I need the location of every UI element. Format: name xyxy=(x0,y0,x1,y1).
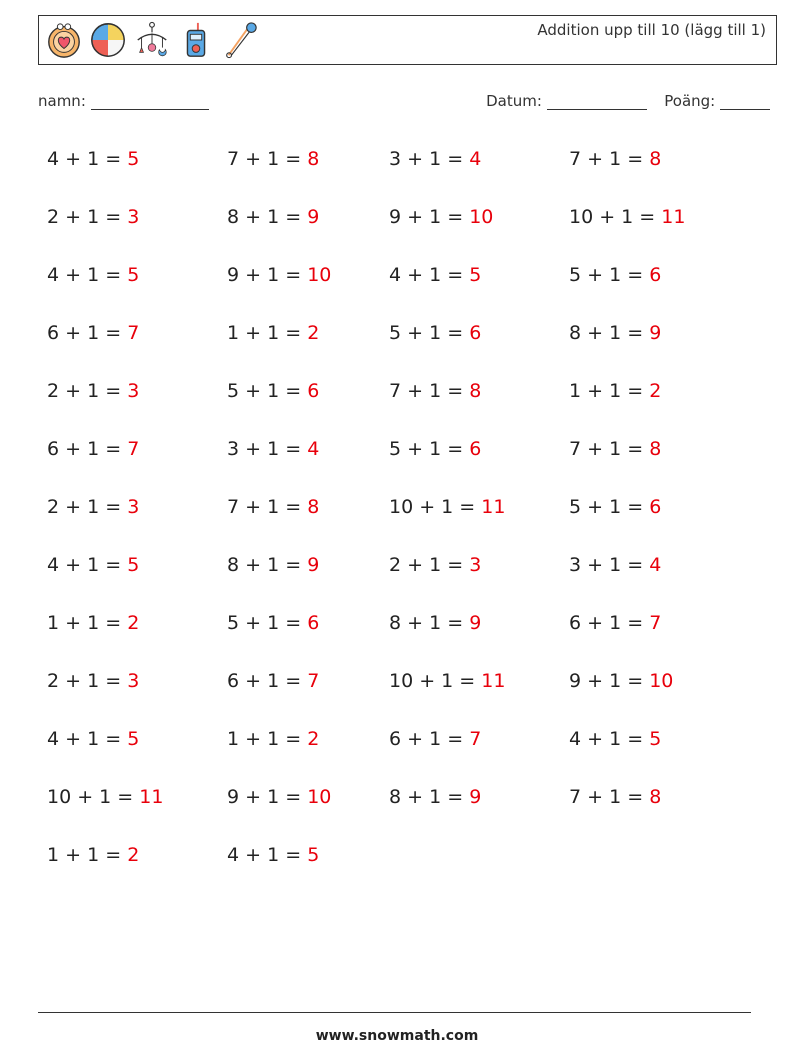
problem-answer: 6 xyxy=(469,438,482,460)
problem-item xyxy=(389,728,481,750)
footer-site: www.snowmath.com xyxy=(315,1028,479,1044)
problem-answer: 6 xyxy=(649,496,662,518)
problem-answer: 4 xyxy=(469,148,482,170)
problem-answer: 3 xyxy=(127,380,140,402)
problem-answer: 8 xyxy=(307,148,320,170)
problem-answer: 8 xyxy=(307,496,320,518)
problem-answer: 8 xyxy=(649,148,662,170)
problem-answer: 7 xyxy=(307,670,320,692)
problem-answer: 5 xyxy=(469,264,482,286)
problem-question: 3 + 1 = xyxy=(569,554,650,576)
problem-question: 7 + 1 = xyxy=(227,496,308,518)
name-label: namn: xyxy=(38,92,86,110)
problem-item xyxy=(47,264,139,286)
problem-answer: 8 xyxy=(469,380,482,402)
problem-question: 1 + 1 = xyxy=(47,612,128,634)
problem-answer: 2 xyxy=(307,322,320,344)
problem-item xyxy=(47,670,139,692)
problem-item xyxy=(389,206,493,228)
problem-answer: 7 xyxy=(469,728,482,750)
problem-item xyxy=(47,612,139,634)
problem-item xyxy=(569,322,661,344)
problem-question: 7 + 1 = xyxy=(569,786,650,808)
problem-question: 10 + 1 = xyxy=(389,670,482,692)
problem-answer: 10 xyxy=(307,786,332,808)
problem-item xyxy=(47,554,139,576)
problem-question: 1 + 1 = xyxy=(227,728,308,750)
problem-answer: 9 xyxy=(307,554,320,576)
problem-item xyxy=(227,612,319,634)
problem-question: 4 + 1 = xyxy=(227,844,308,866)
problem-question: 2 + 1 = xyxy=(47,670,128,692)
problem-item xyxy=(47,438,139,460)
problem-item xyxy=(227,206,319,228)
problem-item xyxy=(569,728,661,750)
problem-item xyxy=(389,322,481,344)
problem-answer: 9 xyxy=(469,786,482,808)
problem-question: 3 + 1 = xyxy=(389,148,470,170)
problem-answer: 10 xyxy=(469,206,494,228)
problem-item xyxy=(227,786,331,808)
problem-question: 8 + 1 = xyxy=(389,786,470,808)
problem-item xyxy=(47,380,139,402)
problem-item xyxy=(47,206,139,228)
problem-answer: 11 xyxy=(481,496,506,518)
problem-question: 4 + 1 = xyxy=(47,148,128,170)
problem-question: 6 + 1 = xyxy=(569,612,650,634)
problem-question: 4 + 1 = xyxy=(47,264,128,286)
problem-item xyxy=(569,554,661,576)
score-label: Poäng: xyxy=(664,92,716,110)
problem-answer: 5 xyxy=(127,264,140,286)
problem-item xyxy=(569,670,673,692)
problem-question: 7 + 1 = xyxy=(227,148,308,170)
problem-answer: 5 xyxy=(649,728,662,750)
problem-answer: 2 xyxy=(649,380,662,402)
problem-item xyxy=(389,786,481,808)
problem-answer: 3 xyxy=(127,670,140,692)
problem-question: 5 + 1 = xyxy=(389,438,470,460)
problem-question: 10 + 1 = xyxy=(389,496,482,518)
problem-answer: 9 xyxy=(649,322,662,344)
problem-answer: 6 xyxy=(469,322,482,344)
problem-answer: 4 xyxy=(649,554,662,576)
problem-question: 7 + 1 = xyxy=(569,438,650,460)
problem-answer: 10 xyxy=(307,264,332,286)
problem-item xyxy=(227,264,331,286)
footer-divider xyxy=(38,1012,751,1013)
problem-item xyxy=(227,844,319,866)
problem-question: 6 + 1 = xyxy=(389,728,470,750)
problem-question: 7 + 1 = xyxy=(569,148,650,170)
problem-question: 4 + 1 = xyxy=(47,728,128,750)
problem-answer: 10 xyxy=(649,670,674,692)
problem-question: 9 + 1 = xyxy=(389,206,470,228)
problem-item xyxy=(569,496,661,518)
problem-item xyxy=(227,670,319,692)
problem-item xyxy=(389,496,505,518)
problem-item xyxy=(227,438,319,460)
problem-item xyxy=(227,728,319,750)
problem-item xyxy=(47,786,163,808)
problem-question: 3 + 1 = xyxy=(227,438,308,460)
problem-answer: 6 xyxy=(649,264,662,286)
problem-item xyxy=(569,206,685,228)
problem-answer: 5 xyxy=(127,728,140,750)
problem-answer: 5 xyxy=(127,554,140,576)
problem-answer: 9 xyxy=(307,206,320,228)
problem-answer: 3 xyxy=(127,496,140,518)
problem-question: 8 + 1 = xyxy=(227,206,308,228)
problem-item xyxy=(227,380,319,402)
problem-answer: 3 xyxy=(127,206,140,228)
problem-item xyxy=(389,380,481,402)
problem-question: 6 + 1 = xyxy=(47,438,128,460)
problem-item xyxy=(389,264,481,286)
problem-question: 2 + 1 = xyxy=(47,380,128,402)
problem-answer: 8 xyxy=(649,786,662,808)
problem-item xyxy=(227,554,319,576)
problem-question: 8 + 1 = xyxy=(569,322,650,344)
problem-answer: 5 xyxy=(127,148,140,170)
problem-answer: 11 xyxy=(139,786,164,808)
problem-item xyxy=(569,612,661,634)
problem-question: 2 + 1 = xyxy=(47,206,128,228)
problem-item xyxy=(227,496,319,518)
problem-item xyxy=(47,496,139,518)
problem-item xyxy=(389,612,481,634)
problem-question: 9 + 1 = xyxy=(227,786,308,808)
problem-answer: 2 xyxy=(127,844,140,866)
problem-question: 10 + 1 = xyxy=(47,786,140,808)
problem-answer: 3 xyxy=(469,554,482,576)
problem-answer: 7 xyxy=(127,438,140,460)
problem-answer: 4 xyxy=(307,438,320,460)
problem-answer: 2 xyxy=(127,612,140,634)
problem-question: 5 + 1 = xyxy=(227,380,308,402)
problem-question: 2 + 1 = xyxy=(389,554,470,576)
problem-item xyxy=(569,438,661,460)
problem-question: 1 + 1 = xyxy=(227,322,308,344)
problem-question: 4 + 1 = xyxy=(389,264,470,286)
problem-question: 5 + 1 = xyxy=(569,496,650,518)
problem-answer: 6 xyxy=(307,612,320,634)
problem-answer: 8 xyxy=(649,438,662,460)
worksheet-title: Addition upp till 10 (lägg till 1) xyxy=(537,21,766,39)
problem-item xyxy=(389,148,481,170)
problem-answer: 7 xyxy=(127,322,140,344)
problem-question: 2 + 1 = xyxy=(47,496,128,518)
problem-question: 4 + 1 = xyxy=(47,554,128,576)
problem-item xyxy=(47,322,139,344)
problem-item xyxy=(227,322,319,344)
problem-item xyxy=(389,670,505,692)
problem-item xyxy=(47,148,139,170)
problem-question: 5 + 1 = xyxy=(569,264,650,286)
problem-question: 10 + 1 = xyxy=(569,206,662,228)
problem-question: 5 + 1 = xyxy=(389,322,470,344)
problem-question: 5 + 1 = xyxy=(227,612,308,634)
problem-question: 7 + 1 = xyxy=(389,380,470,402)
problem-item xyxy=(47,728,139,750)
problem-question: 8 + 1 = xyxy=(227,554,308,576)
problem-question: 6 + 1 = xyxy=(227,670,308,692)
problem-item xyxy=(47,844,139,866)
problem-question: 8 + 1 = xyxy=(389,612,470,634)
problem-answer: 11 xyxy=(481,670,506,692)
problem-item xyxy=(389,438,481,460)
problem-answer: 6 xyxy=(307,380,320,402)
problem-answer: 2 xyxy=(307,728,320,750)
problem-item xyxy=(389,554,481,576)
problem-question: 4 + 1 = xyxy=(569,728,650,750)
problem-question: 6 + 1 = xyxy=(47,322,128,344)
problem-item xyxy=(569,380,661,402)
problem-item xyxy=(569,264,661,286)
problem-answer: 5 xyxy=(307,844,320,866)
problem-question: 1 + 1 = xyxy=(569,380,650,402)
problem-question: 9 + 1 = xyxy=(569,670,650,692)
problem-answer: 7 xyxy=(649,612,662,634)
problem-item xyxy=(569,786,661,808)
problem-item xyxy=(569,148,661,170)
problem-answer: 11 xyxy=(661,206,686,228)
problem-question: 1 + 1 = xyxy=(47,844,128,866)
date-label: Datum: xyxy=(486,92,542,110)
problem-question: 9 + 1 = xyxy=(227,264,308,286)
problem-item xyxy=(227,148,319,170)
problem-answer: 9 xyxy=(469,612,482,634)
